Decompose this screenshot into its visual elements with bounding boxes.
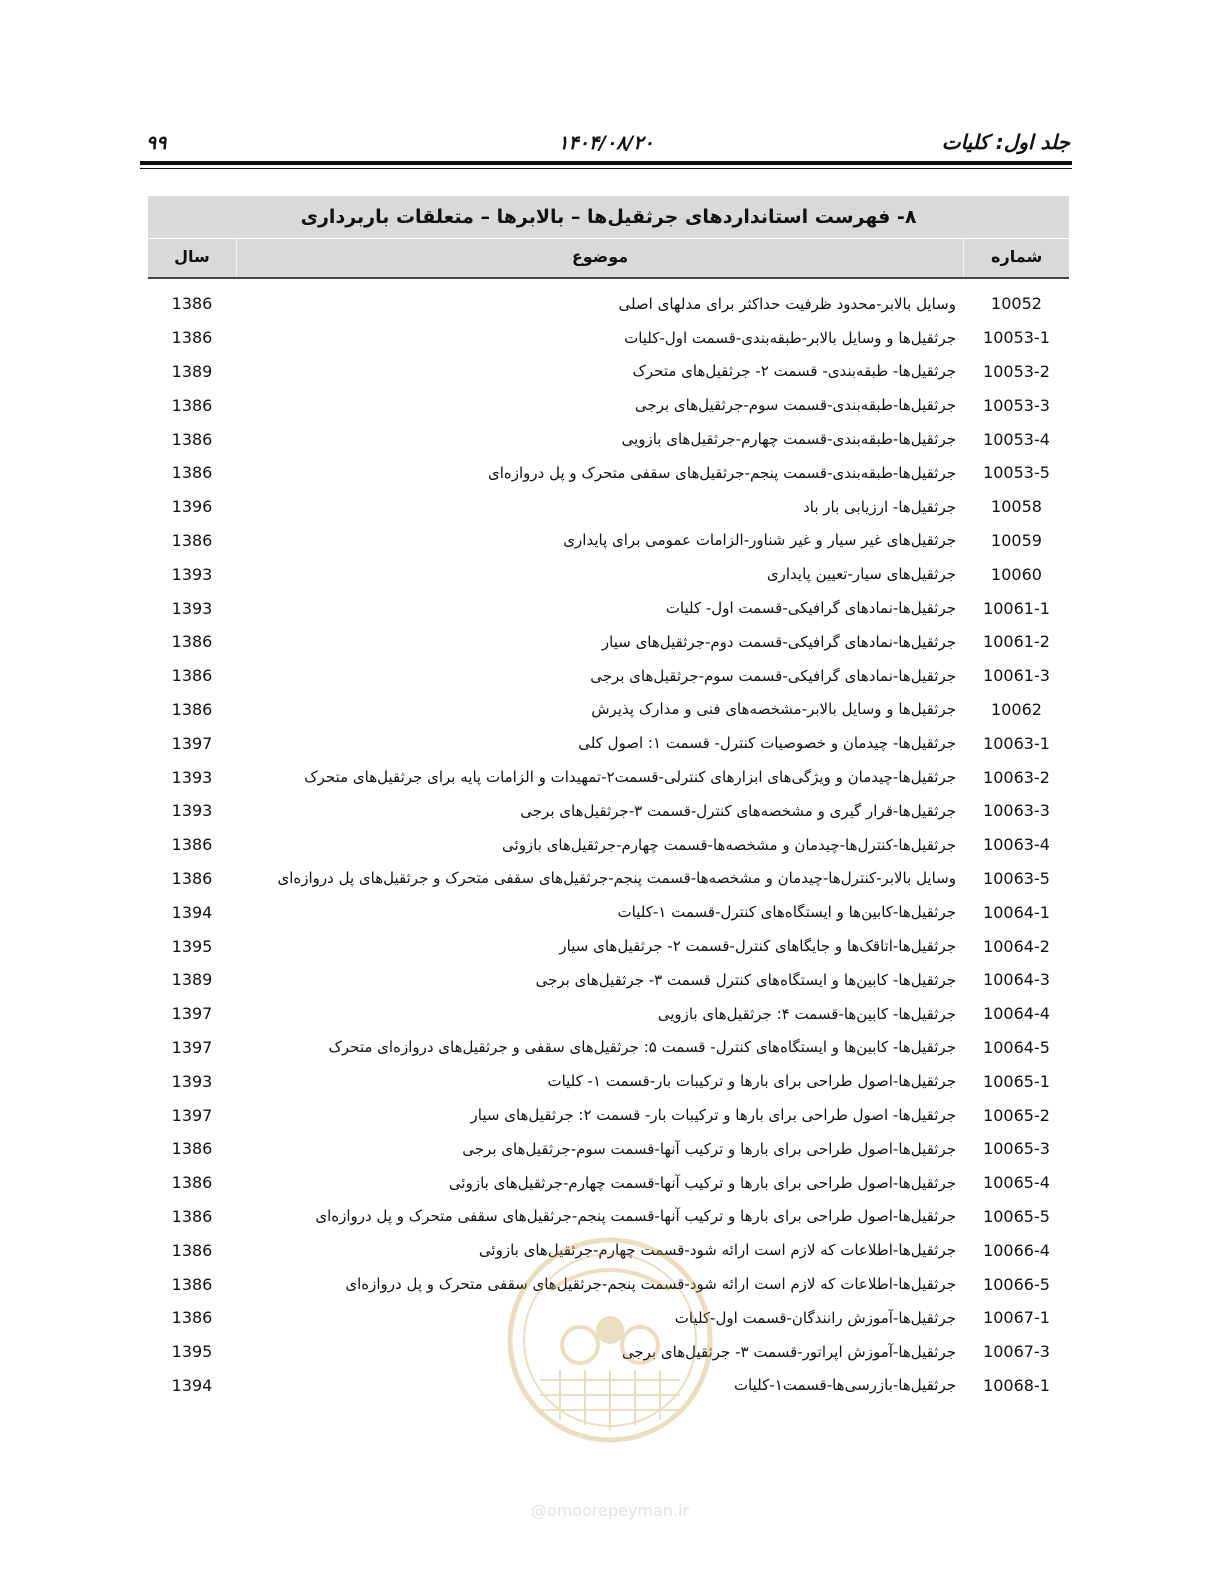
cell-subject: جرثقیل‌ها- کابین‌ها-قسمت ۴: جرثقیل‌های بازویی [657,1004,956,1023]
cell-year: 1393 [171,1071,213,1091]
cell-subject: جرثقیل‌ها- کابین‌ها و ایستگاه‌های کنترل قسمت ۳- جرثقیل‌های برجی [535,970,956,989]
cell-subject: جرثقیل‌ها-نمادهای گرافیکی-قسمت سوم-جرثقیل‌های برجی [590,666,956,685]
table-row [148,422,1069,456]
cell-number: 10058 [991,497,1042,517]
table-row [148,557,1069,591]
cell-number: 10065-4 [983,1173,1050,1193]
cell-year: 1396 [171,497,213,517]
table-row [148,659,1069,693]
cell-year: 1393 [171,564,213,584]
cell-number: 10061-3 [983,666,1050,686]
table-row [148,794,1069,828]
cell-number: 10066-5 [983,1274,1050,1294]
table-row [148,828,1069,862]
cell-number: 10063-1 [983,733,1050,753]
cell-year: 1393 [171,801,213,821]
cell-subject: جرثقیل‌ها و وسایل بالابر-طبقه‌بندی-قسمت اول-کلیات [624,328,956,347]
cell-subject: جرثقیل‌ها- اصول طراحی برای بارها و ترکیبات بار- قسمت ۲: جرثقیل‌های سیار [470,1106,956,1125]
cell-subject: جرثقیل‌ها-نمادهای گرافیکی-قسمت دوم-جرثقیل‌های سیار [601,632,956,651]
cell-number: 10053-5 [983,463,1050,483]
cell-year: 1393 [171,767,213,787]
cell-number: 10063-4 [983,835,1050,855]
table-row [148,625,1069,659]
cell-subject: جرثقیل‌ها-اصول طراحی برای بارها و ترکیب آنها-قسمت پنجم-جرثقیل‌های سقفی متحرک و پل دروازه‌ای [315,1207,956,1226]
cell-year: 1386 [171,530,213,550]
table-row [148,524,1069,558]
cell-year: 1394 [171,1375,213,1395]
table-row [148,929,1069,963]
table-column-header [148,239,1069,279]
cell-year: 1389 [171,361,213,381]
table-row [148,591,1069,625]
cell-subject: جرثقیل‌ها-آموزش اپراتور-قسمت ۳- جرثقیل‌های برجی [621,1342,956,1361]
volume-title: جلد اول: کلیات [941,130,1070,154]
table-row [148,1166,1069,1200]
table-row [148,963,1069,997]
page-number: ۹۹ [146,132,167,154]
cell-number: 10065-1 [983,1071,1050,1091]
table-row [148,997,1069,1031]
table-row [148,1031,1069,1065]
cell-subject: جرثقیل‌ها-بازرسی‌ها-قسمت۱-کلیات [733,1376,956,1395]
cell-number: 10052 [991,294,1042,314]
cell-subject: جرثقیل‌ها-طبقه‌بندی-قسمت پنجم-جرثقیل‌های سقفی متحرک و پل دروازه‌ای [488,463,956,482]
cell-subject: جرثقیل‌ها-قرار گیری و مشخصه‌های کنترل-قسمت ۳-جرثقیل‌های برجی [520,801,956,820]
cell-subject: جرثقیل‌ها- ارزیابی بار باد [803,497,956,516]
table-row [148,1200,1069,1234]
cell-subject: جرثقیل‌ها-طبقه‌بندی-قسمت چهارم-جرثقیل‌های بازویی [621,430,956,449]
cell-subject: وسایل بالابر-کنترل‌ها-چیدمان و مشخصه‌ها-قسمت پنجم-جرثقیل‌های سقفی متحرک و جرثقیل‌های پل دروازه‌ای [277,869,956,888]
cell-subject: جرثقیل‌ها- چیدمان و خصوصیات کنترل- قسمت ۱: اصول کلی [578,734,956,753]
cell-subject: جرثقیل‌ها-کابین‌ها و ایستگاه‌های کنترل-قسمت ۱-کلیات [617,903,956,922]
cell-subject: جرثقیل‌ها-اطلاعات که لازم است ارائه شود-قسمت پنجم-جرثقیل‌های سقفی متحرک و پل دروازه‌ای [345,1275,956,1293]
cell-year: 1386 [171,1173,213,1193]
cell-number: 10060 [991,564,1042,584]
cell-number: 10063-2 [983,767,1050,787]
cell-number: 10064-2 [983,936,1050,956]
cell-number: 10062 [991,699,1042,719]
cell-number: 10066-4 [983,1240,1050,1260]
cell-number: 10064-3 [983,970,1050,990]
table-row [148,1267,1069,1301]
table-row [148,1132,1069,1166]
table-row [148,1369,1069,1403]
cell-number: 10068-1 [983,1375,1050,1395]
table-row [148,456,1069,490]
cell-year: 1386 [171,463,213,483]
column-header-year: سال [174,247,210,266]
table-row [148,1098,1069,1132]
cell-number: 10065-3 [983,1139,1050,1159]
cell-year: 1386 [171,835,213,855]
cell-year: 1394 [171,902,213,922]
cell-number: 10065-2 [983,1105,1050,1125]
cell-number: 10059 [991,530,1042,550]
cell-number: 10053-3 [983,395,1050,415]
header-date: ۱۴۰۴/۰۸/۲۰ [558,132,654,154]
cell-subject: وسایل بالابر-محدود ظرفیت حداکثر برای مدلهای اصلی [618,294,956,313]
cell-year: 1386 [171,1206,213,1226]
cell-year: 1386 [171,1139,213,1159]
cell-year: 1386 [171,1240,213,1260]
cell-year: 1386 [171,395,213,415]
cell-year: 1386 [171,1274,213,1294]
cell-subject: جرثقیل‌ها-آموزش رانندگان-قسمت اول-کلیات [674,1308,956,1327]
table-body [148,287,1069,1402]
cell-subject: جرثقیل‌ها- کابین‌ها و ایستگاه‌های کنترل- قسمت ۵: جرثقیل‌های سقفی و جرثقیل‌های دروازه‌ای متحرک [328,1038,956,1057]
table-row [148,693,1069,727]
cell-subject: جرثقیل‌ها-اصول طراحی برای بارها و ترکیبات بار-قسمت ۱- کلیات [547,1072,956,1091]
cell-number: 10061-2 [983,632,1050,652]
cell-number: 10067-1 [983,1308,1050,1328]
cell-number: 10063-3 [983,801,1050,821]
cell-subject: جرثقیل‌های سیار-تعیین پایداری [766,565,956,584]
cell-subject: جرثقیل‌ها-نمادهای گرافیکی-قسمت اول- کلیات [665,599,956,618]
cell-subject: جرثقیل‌ها-اصول طراحی برای بارها و ترکیب آنها-قسمت سوم-جرثقیل‌های برجی [462,1139,956,1158]
cell-year: 1395 [171,1342,213,1362]
cell-year: 1397 [171,1004,213,1024]
cell-year: 1395 [171,936,213,956]
table-row [148,760,1069,794]
cell-number: 10064-4 [983,1004,1050,1024]
cell-subject: جرثقیل‌های غیر سیار و غیر شناور-الزامات عمومی برای پایداری [563,531,956,550]
cell-year: 1386 [171,666,213,686]
cell-number: 10053-1 [983,328,1050,348]
table-row [148,1335,1069,1369]
cell-year: 1389 [171,970,213,990]
cell-year: 1397 [171,733,213,753]
cell-number: 10061-1 [983,598,1050,618]
cell-year: 1393 [171,598,213,618]
cell-year: 1386 [171,1308,213,1328]
table-row [148,1064,1069,1098]
table-row [148,862,1069,896]
table-row [148,1233,1069,1267]
table-row [148,490,1069,524]
cell-subject: جرثقیل‌ها-اطلاعات که لازم است ارائه شود-قسمت چهارم-جرثقیل‌های بازوئی [478,1241,956,1260]
table-row [148,726,1069,760]
cell-year: 1386 [171,294,213,314]
table-row [148,388,1069,422]
cell-number: 10065-5 [983,1206,1050,1226]
column-header-subject: موضوع [236,239,964,277]
cell-subject: جرثقیل‌ها-طبقه‌بندی-قسمت سوم-جرثقیل‌های برجی [634,396,956,415]
cell-subject: جرثقیل‌ها-اصول طراحی برای بارها و ترکیب آنها-قسمت چهارم-جرثقیل‌های بازوئی [448,1173,956,1192]
table-row [148,287,1069,321]
cell-number: 10067-3 [983,1342,1050,1362]
cell-year: 1386 [171,429,213,449]
cell-year: 1397 [171,1105,213,1125]
table-row [148,1301,1069,1335]
cell-subject: جرثقیل‌ها- طبقه‌بندی- قسمت ۲- جرثقیل‌های متحرک [632,362,956,381]
table-row [148,355,1069,389]
cell-year: 1386 [171,868,213,888]
cell-year: 1386 [171,699,213,719]
cell-number: 10064-1 [983,902,1050,922]
cell-number: 10064-5 [983,1037,1050,1057]
cell-subject: جرثقیل‌ها-کنترل‌ها-چیدمان و مشخصه‌ها-قسمت چهارم-جرثقیل‌های بازوئی [502,835,956,854]
cell-number: 10053-4 [983,429,1050,449]
header-rule-thin [140,168,1072,169]
cell-number: 10053-2 [983,361,1050,381]
table-row [148,321,1069,355]
cell-subject: جرثقیل‌ها-چیدمان و ویژگی‌های ابزارهای کنترلی-قسمت۲-تمهیدات و الزامات پایه برای جرثقیل‌های متحرک [304,768,956,787]
cell-year: 1386 [171,632,213,652]
header-rule-thick [140,161,1072,165]
table-title: ۸- فهرست استانداردهای جرثقیل‌ها – بالابرها – متعلقات باربرداری [148,196,1069,238]
cell-subject: جرثقیل‌ها و وسایل بالابر-مشخصه‌های فنی و مدارک پذیرش [591,700,956,719]
cell-year: 1397 [171,1037,213,1057]
page-header [140,130,1072,160]
cell-number: 10063-5 [983,868,1050,888]
cell-subject: جرثقیل‌ها-اتاقک‌ها و جایگاهای کنترل-قسمت ۲- جرثقیل‌های سیار [559,937,956,956]
table-row [148,895,1069,929]
watermark-text: @omoorepeyman.ir [530,1501,690,1520]
cell-year: 1386 [171,328,213,348]
column-header-number: شماره [991,247,1043,266]
standards-table [148,196,1069,1402]
